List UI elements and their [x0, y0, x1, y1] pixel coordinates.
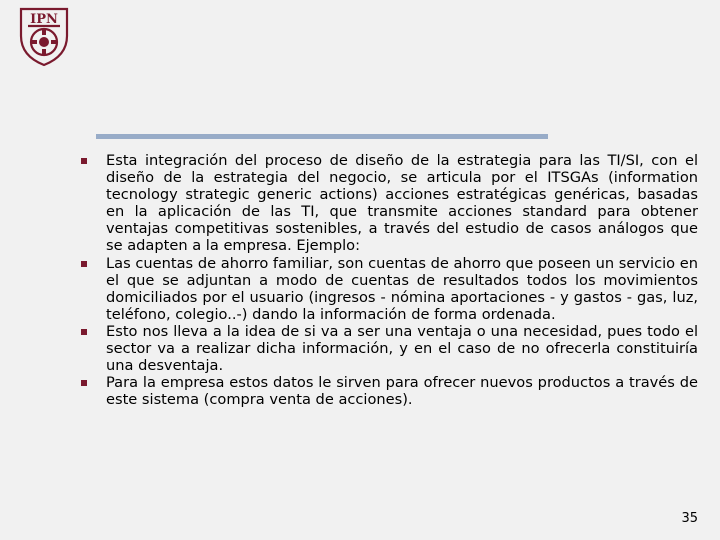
bullet-text: Esto nos lleva a la idea de si va a ser una ventaja o una necesidad, pues todo el sector va a realizar dicha información, y en el caso de no ofrecerla constituiría una desventaja.	[106, 322, 698, 375]
page-number: 35	[681, 511, 698, 526]
ipn-logo	[16, 2, 72, 68]
ipn-crest-icon	[16, 2, 72, 68]
bullet-text: Esta integración del proceso de diseño de la estrategia para las TI/SI, con el diseño de la estrategia del negocio, se articula por el ITSGAs (information tecnology strategic generic actions) acciones estratégicas genéricas, basadas en la aplicación de las TI, que transmite acciones standard para obtener ventajas competitivas sostenibles, a través del estudio de casos análogos que se adapten a la empresa. Ejemplo:	[106, 152, 698, 255]
bullet-item	[78, 152, 698, 255]
bullet-square-icon	[81, 158, 87, 164]
ipn-logo-text: IPN	[30, 12, 58, 27]
bullet-square-icon	[81, 329, 87, 335]
bullet-text: Para la empresa estos datos le sirven para ofrecer nuevos productos a través de este sistema (compra venta de acciones).	[106, 374, 698, 409]
header-divider	[96, 134, 548, 139]
bullet-item	[78, 374, 698, 408]
bullet-list	[78, 152, 698, 408]
bullet-item	[78, 323, 698, 374]
bullet-square-icon	[81, 261, 87, 267]
bullet-text: Las cuentas de ahorro familiar, son cuentas de ahorro que poseen un servicio en el que se adjuntan a modo de cuentas de resultados todos los movimientos domiciliados por el usuario (ingresos - nómina aportaciones - y gastos - gas, luz, teléfono, colegio..-) dando la información de forma ordenada.	[106, 254, 698, 323]
bullet-item	[78, 255, 698, 323]
bullet-square-icon	[81, 380, 87, 386]
